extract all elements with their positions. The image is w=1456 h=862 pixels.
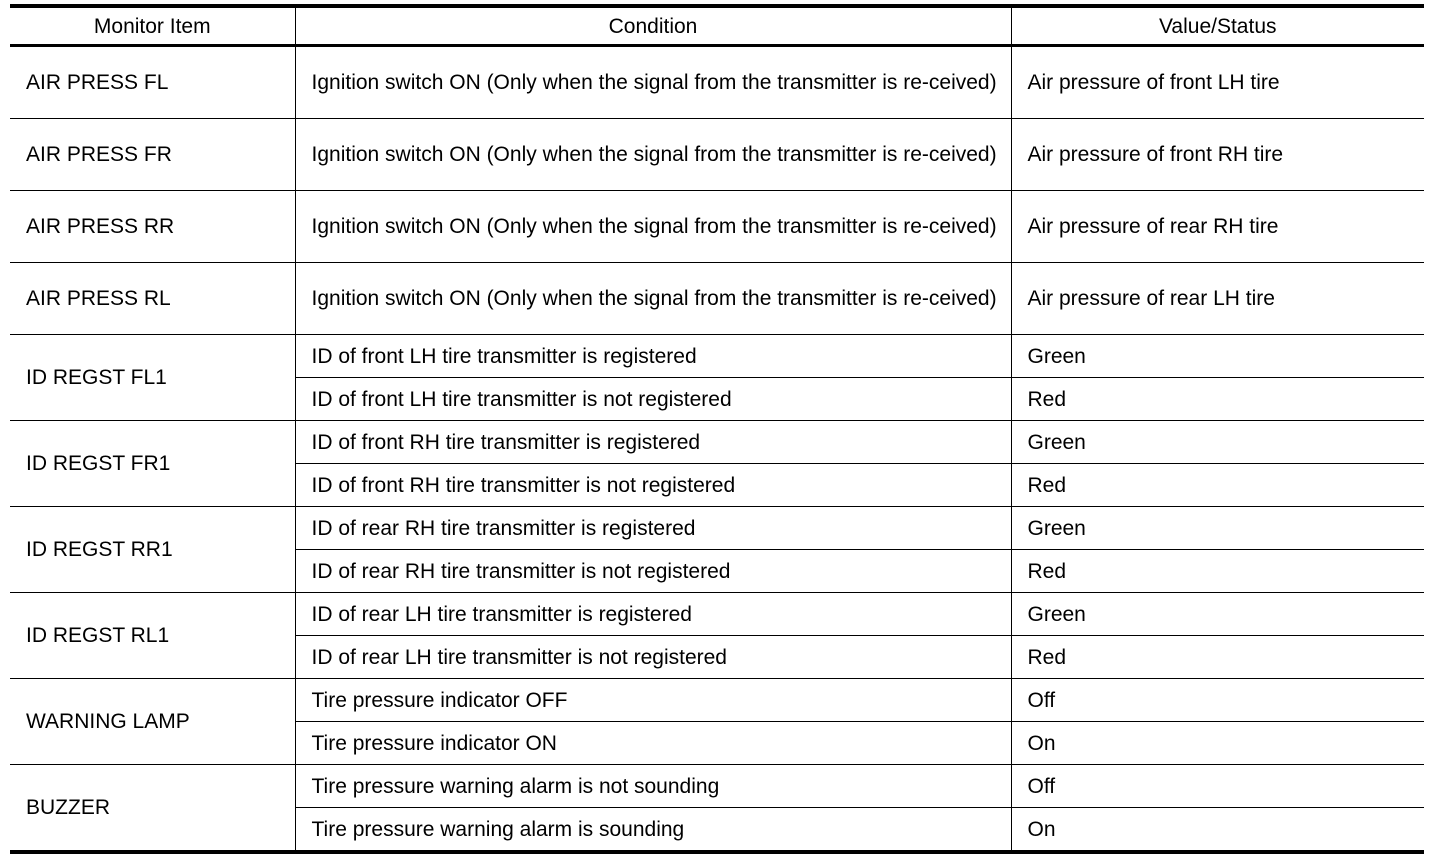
condition-cell xyxy=(295,550,1011,593)
monitor-item-table xyxy=(10,4,1424,854)
table-row xyxy=(10,191,1424,263)
value-status-cell: Air pressure of front RH tire xyxy=(1011,119,1424,191)
monitor-item-cell: AIR PRESS FL xyxy=(10,46,295,119)
value-status-cell: Air pressure of rear LH tire xyxy=(1011,263,1424,335)
condition-cell xyxy=(295,421,1011,464)
condition-text: Ignition switch ON (Only when the signal from the transmitter is re-ceived) xyxy=(311,71,997,94)
monitor-item-cell: ID REGST FL1 xyxy=(10,335,295,421)
condition-text: Tire pressure indicator OFF xyxy=(311,688,568,712)
value-status-cell: Red xyxy=(1011,636,1424,679)
condition-cell xyxy=(295,722,1011,765)
condition-text: ID of rear LH tire transmitter is registered xyxy=(311,602,692,626)
table-header-row xyxy=(10,6,1424,46)
value-status-cell: Off xyxy=(1011,679,1424,722)
table-row xyxy=(10,765,1424,808)
header-condition: Condition xyxy=(295,6,1011,46)
condition-text: ID of front RH tire transmitter is not registered xyxy=(311,473,736,497)
condition-text: Ignition switch ON (Only when the signal from the transmitter is re-ceived) xyxy=(311,287,997,310)
value-status-cell: Off xyxy=(1011,765,1424,808)
table-row xyxy=(10,119,1424,191)
condition-cell xyxy=(295,808,1011,853)
condition-cell xyxy=(295,593,1011,636)
value-status-cell: Green xyxy=(1011,335,1424,378)
value-status-cell: Air pressure of front LH tire xyxy=(1011,46,1424,119)
monitor-item-cell: ID REGST RL1 xyxy=(10,593,295,679)
condition-text: ID of front RH tire transmitter is registered xyxy=(311,430,701,454)
condition-cell xyxy=(295,765,1011,808)
condition-cell xyxy=(295,636,1011,679)
table-row xyxy=(10,593,1424,636)
condition-cell xyxy=(295,119,1011,191)
condition-text: Ignition switch ON (Only when the signal from the transmitter is re-ceived) xyxy=(311,215,997,238)
table-row xyxy=(10,507,1424,550)
monitor-item-cell: AIR PRESS RL xyxy=(10,263,295,335)
header-value-status: Value/Status xyxy=(1011,6,1424,46)
condition-text: ID of rear RH tire transmitter is registered xyxy=(311,516,696,540)
table-row xyxy=(10,263,1424,335)
value-status-cell: Green xyxy=(1011,593,1424,636)
value-status-cell: Air pressure of rear RH tire xyxy=(1011,191,1424,263)
table-row xyxy=(10,335,1424,378)
condition-cell xyxy=(295,679,1011,722)
condition-text: Ignition switch ON (Only when the signal from the transmitter is re-ceived) xyxy=(311,143,997,166)
value-status-cell: On xyxy=(1011,808,1424,853)
value-status-cell: Green xyxy=(1011,421,1424,464)
table-row xyxy=(10,46,1424,119)
monitor-item-cell: ID REGST RR1 xyxy=(10,507,295,593)
condition-text: Tire pressure indicator ON xyxy=(311,731,557,755)
value-status-cell: On xyxy=(1011,722,1424,765)
monitor-item-cell: WARNING LAMP xyxy=(10,679,295,765)
table-row xyxy=(10,679,1424,722)
condition-cell xyxy=(295,464,1011,507)
monitor-item-cell: ID REGST FR1 xyxy=(10,421,295,507)
value-status-cell: Red xyxy=(1011,378,1424,421)
condition-cell xyxy=(295,335,1011,378)
condition-text: ID of rear LH tire transmitter is not registered xyxy=(311,645,727,669)
condition-text: Tire pressure warning alarm is not sounding xyxy=(311,774,720,798)
header-monitor-item: Monitor Item xyxy=(10,6,295,46)
condition-text: ID of front LH tire transmitter is not registered xyxy=(311,387,732,411)
condition-text: ID of front LH tire transmitter is registered xyxy=(311,344,697,368)
condition-text: ID of rear RH tire transmitter is not registered xyxy=(311,559,731,583)
condition-cell xyxy=(295,191,1011,263)
monitor-item-cell: AIR PRESS RR xyxy=(10,191,295,263)
table-body xyxy=(10,46,1424,853)
value-status-cell: Green xyxy=(1011,507,1424,550)
value-status-cell: Red xyxy=(1011,464,1424,507)
monitor-item-cell: AIR PRESS FR xyxy=(10,119,295,191)
condition-cell xyxy=(295,378,1011,421)
condition-cell xyxy=(295,46,1011,119)
condition-cell xyxy=(295,507,1011,550)
value-status-cell: Red xyxy=(1011,550,1424,593)
table-row xyxy=(10,421,1424,464)
condition-cell xyxy=(295,263,1011,335)
condition-text: Tire pressure warning alarm is sounding xyxy=(311,817,685,841)
monitor-item-cell: BUZZER xyxy=(10,765,295,853)
